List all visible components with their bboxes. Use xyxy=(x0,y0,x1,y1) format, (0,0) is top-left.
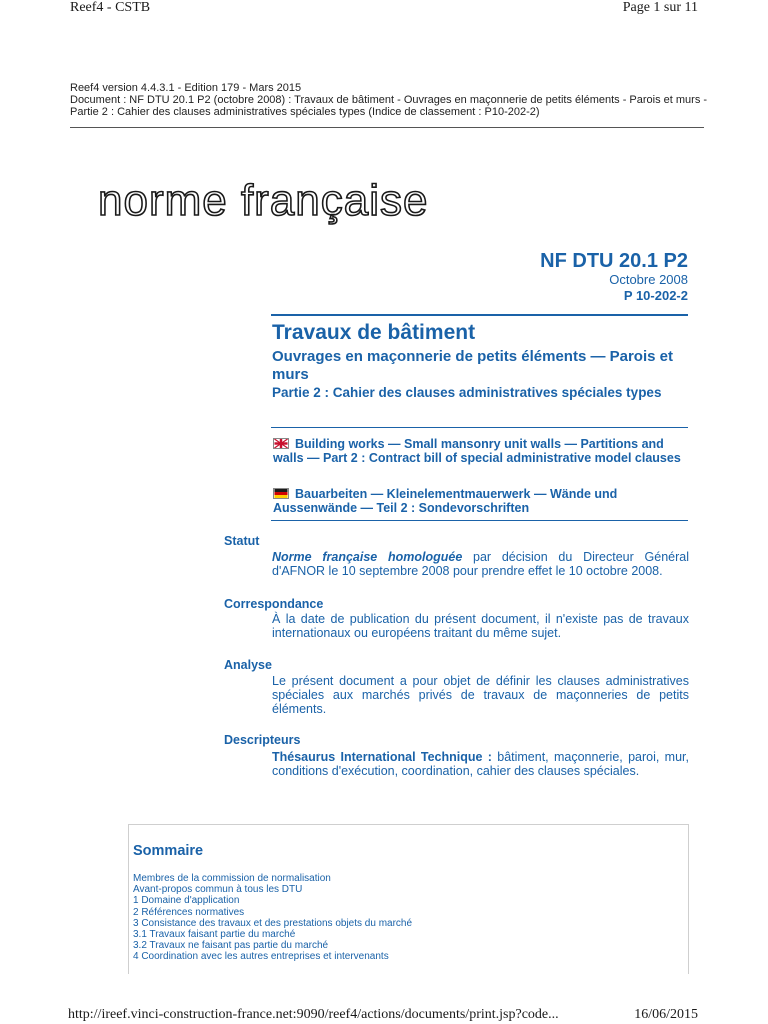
section-body-descripteurs xyxy=(272,750,689,778)
title-divider-middle xyxy=(271,427,688,428)
table-of-contents xyxy=(133,873,412,963)
meta-document: Document : NF DTU 20.1 P2 (octobre 2008) : Travaux de bâtiment - Ouvrages en maçonnerie de petits éléments - Parois et murs - Partie 2 : Cahier des clauses administratives spéciales types (Indice de classement : P10-202-2) xyxy=(70,94,708,118)
translation-german-text: Bauarbeiten — Kleinelementmauerwerk — Wände und Aussenwände — Teil 2 : Sondevorschriften xyxy=(273,487,618,515)
translation-english xyxy=(273,437,689,465)
main-title: Travaux de bâtiment xyxy=(272,321,476,344)
print-header-page: Page 1 sur 11 xyxy=(622,0,698,15)
descripteurs-emphasis: Thésaurus International Technique : xyxy=(272,750,492,764)
meta-divider xyxy=(70,127,704,128)
doc-classification: P 10-202-2 xyxy=(623,288,688,303)
translation-english-text: Building works — Small mansonry unit walls — Partitions and walls — Part 2 : Contract bill of special administrative model clauses xyxy=(273,437,681,465)
statut-emphasis: Norme française homologuée xyxy=(272,550,463,564)
doc-date: Octobre 2008 xyxy=(609,272,688,287)
toc-item[interactable]: 1 Domaine d'application xyxy=(133,895,240,907)
section-label-statut: Statut xyxy=(224,534,260,548)
title-divider-top xyxy=(271,314,688,316)
uk-flag-icon xyxy=(273,438,289,449)
section-body-correspondance: À la date de publication du présent document, il n'existe pas de travaux internationaux ou européens traitant du même sujet. xyxy=(272,612,689,640)
print-footer-date: 16/06/2015 xyxy=(634,1007,698,1022)
toc-item[interactable]: 3.2 Travaux ne faisant pas partie du marché xyxy=(133,940,329,952)
toc-item[interactable]: 3.1 Travaux faisant partie du marché xyxy=(133,929,296,941)
toc-item[interactable]: 4 Coordination avec les autres entreprises et intervenants xyxy=(133,951,389,963)
section-label-descripteurs: Descripteurs xyxy=(224,733,301,747)
section-body-statut xyxy=(272,550,689,578)
sub-title: Ouvrages en maçonnerie de petits éléments — Parois et murs xyxy=(272,348,673,383)
toc-item[interactable]: Avant-propos commun à tous les DTU xyxy=(133,884,303,896)
title-divider-bottom xyxy=(271,520,688,521)
section-label-correspondance: Correspondance xyxy=(224,597,324,611)
print-header-title: Reef4 - CSTB xyxy=(70,0,151,15)
part-title: Partie 2 : Cahier des clauses administratives spéciales types xyxy=(272,385,662,400)
translation-german xyxy=(273,487,689,515)
statut-text: par décision du Directeur Général d'AFNOR le 10 septembre 2008 pour prendre effet le 10 octobre 2008. xyxy=(272,550,689,578)
toc-item[interactable]: 3 Consistance des travaux et des prestations objets du marché xyxy=(133,917,413,929)
section-label-analyse: Analyse xyxy=(224,658,272,672)
german-flag-icon xyxy=(273,488,289,499)
meta-version: Reef4 version 4.4.3.1 - Edition 179 - Mars 2015 xyxy=(70,82,302,94)
document-meta xyxy=(70,82,710,118)
norme-francaise-logo: norme française xyxy=(98,176,429,225)
descripteurs-text: bâtiment, maçonnerie, paroi, mur, conditions d'exécution, coordination, cahier des clauses spéciales. xyxy=(272,750,689,778)
print-footer-url: http://ireef.vinci-construction-france.net:9090/reef4/actions/documents/print.jsp?code... xyxy=(68,1007,559,1022)
doc-number: NF DTU 20.1 P2 xyxy=(540,250,688,272)
toc-item[interactable]: Membres de la commission de normalisation xyxy=(133,873,331,884)
section-body-analyse: Le présent document a pour objet de définir les clauses administratives spéciales aux marchés privés de travaux de maçonneries de petits éléments. xyxy=(272,674,689,716)
toc-item[interactable]: 2 Références normatives xyxy=(133,906,245,918)
sommaire-title: Sommaire xyxy=(133,843,204,859)
